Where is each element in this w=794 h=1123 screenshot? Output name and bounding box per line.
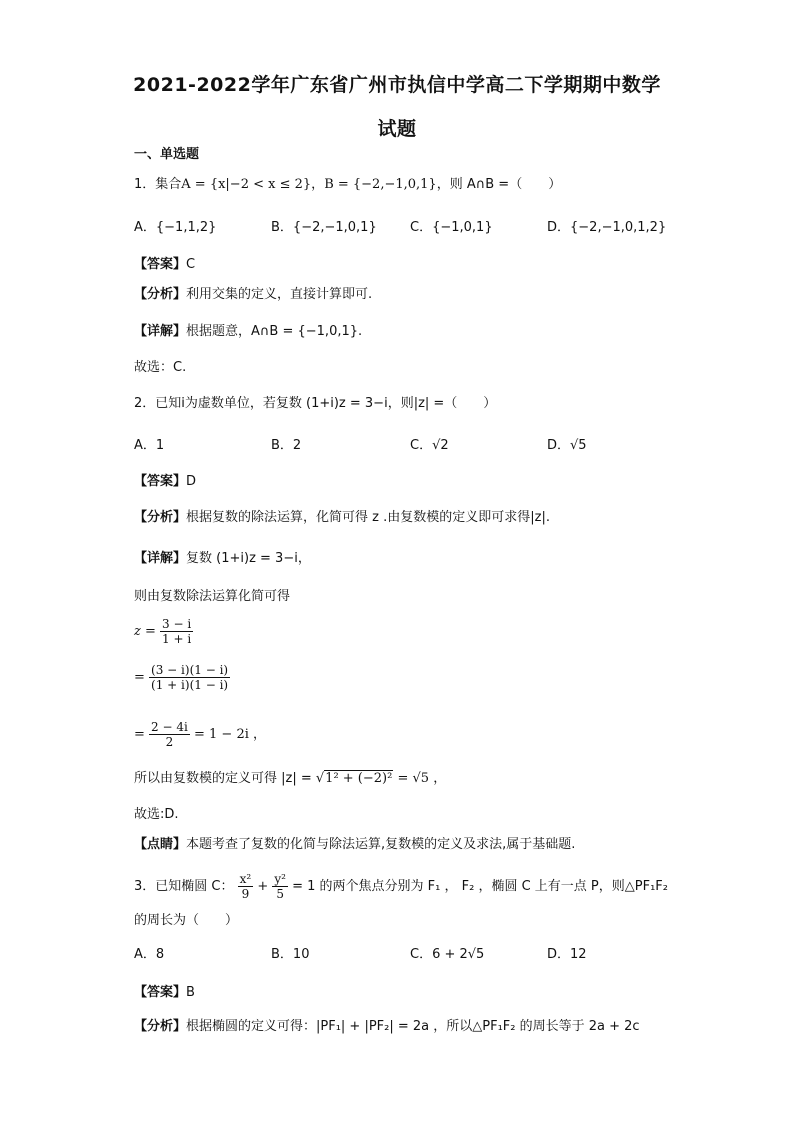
q1-ask: ，则 A∩B =（ ） (436, 177, 562, 192)
q3-option-a: A．8 (134, 947, 165, 962)
q3-answer-value: B (186, 985, 195, 1000)
q1-set-b: B = {−2,−1,0,1} (324, 177, 437, 192)
q2-step3 (134, 720, 266, 749)
q3-stem (134, 872, 668, 901)
q1-detail-text: 根据题意，A∩B = {−1,0,1}. (186, 324, 363, 339)
q3-option-b: B．10 (271, 947, 310, 962)
q2-modulus (134, 770, 446, 788)
q1-analysis (134, 286, 372, 304)
q1-option-a: A．{−1,1,2} (134, 220, 217, 235)
fraction-denominator: (1 + i)(1 − i) (151, 678, 229, 692)
q2-step3-fraction (149, 720, 190, 749)
fraction-numerator: y² (274, 872, 286, 886)
comment-tag: 【点睛】 (134, 837, 187, 852)
fraction-numerator: 3 − i (162, 617, 192, 631)
q2-modulus-text: 所以由复数模的定义可得 |z| = (134, 771, 316, 786)
fraction-denominator: 1 + i (162, 632, 192, 646)
q2-choose: 故选:D. (134, 807, 179, 822)
q2-detail (134, 550, 311, 568)
q3-option-d: D．12 (547, 947, 587, 962)
q2-stem: 2．已知i为虚数单位，若复数 (1+i)z = 3−i，则|z| =（ ） (134, 396, 497, 411)
q2-answer (134, 473, 196, 491)
q3-stem-pre: 3．已知椭圆 C： (134, 879, 234, 894)
document-title-line1: 2021-2022学年广东省广州市执信中学高二下学期期中数学 (133, 74, 661, 96)
analysis-tag: 【分析】 (134, 510, 187, 525)
q2-step1 (134, 617, 193, 646)
q3-plus: + (257, 879, 269, 894)
fraction-numerator: x² (239, 872, 252, 886)
q3-stem-line2: 的周长为（ ） (134, 913, 239, 928)
radicand: 1² + (−2)² (325, 771, 393, 786)
q2-comment (134, 836, 575, 854)
analysis-tag: 【分析】 (134, 1019, 187, 1034)
answer-tag: 【答案】 (134, 985, 187, 1000)
q2-step2-fraction (149, 663, 230, 692)
detail-tag: 【详解】 (134, 551, 187, 566)
q3-analysis-text: 根据椭圆的定义可得：|PF₁| + |PF₂| = 2a ，所以△PF₁F₂ 的周长等于 2a + 2c (186, 1019, 640, 1034)
section-heading: 一、单选题 (134, 147, 200, 162)
q1-stem-pre: 1．集合 (134, 177, 182, 192)
q2-answer-value: D (186, 474, 197, 489)
q1-stem (134, 176, 561, 194)
fraction-numerator: 2 − 4i (151, 720, 188, 734)
q2-step3-lhs: = (134, 727, 145, 742)
fraction-denominator: 9 (241, 887, 250, 901)
q3-answer (134, 984, 195, 1002)
q3-analysis (134, 1018, 640, 1036)
q3-frac-y (272, 872, 288, 901)
q2-step1-fraction (160, 617, 193, 646)
q2-detail-text: 复数 (1+i)z = 3−i， (186, 551, 311, 566)
q1-option-c: C．{−1,0,1} (410, 220, 493, 235)
q2-step2 (134, 663, 230, 692)
q2-step-text: 则由复数除法运算化简可得 (134, 589, 291, 604)
q2-option-a: A．1 (134, 438, 165, 453)
document-title-line2: 试题 (377, 118, 417, 140)
fraction-denominator: 5 (276, 887, 284, 901)
q2-comment-text: 本题考查了复数的化简与除法运算,复数模的定义及求法,属于基础题. (186, 837, 576, 852)
q3-option-c: C．6 + 2√5 (410, 947, 485, 962)
q1-analysis-text: 利用交集的定义，直接计算即可. (186, 287, 373, 302)
fraction-denominator: 2 (165, 735, 174, 749)
answer-tag: 【答案】 (134, 474, 187, 489)
detail-tag: 【详解】 (134, 324, 187, 339)
q2-step2-lhs: = (134, 670, 145, 685)
q2-analysis-text: 根据复数的除法运算，化简可得 z .由复数模的定义即可求得|z|. (186, 510, 550, 525)
q2-modulus-rhs: = √5 ， (393, 771, 447, 786)
q1-option-d: D．{−2,−1,0,1,2} (547, 220, 667, 235)
q1-option-b: B．{−2,−1,0,1} (271, 220, 377, 235)
q3-stem-post: = 1 的两个焦点分别为 F₁ ， F₂ ，椭圆 C 上有一点 P，则△PF₁F₂ (292, 879, 668, 894)
q3-frac-x (238, 872, 254, 901)
q1-sep: ， (311, 177, 325, 192)
fraction-numerator: (3 − i)(1 − i) (151, 663, 229, 677)
analysis-tag: 【分析】 (134, 287, 187, 302)
q2-modulus-sqrt: √1² + (−2)² (315, 771, 393, 786)
q2-option-c: C．√2 (410, 438, 449, 453)
q1-choose: 故选：C. (134, 360, 187, 375)
q1-answer-value: C (186, 257, 196, 272)
q2-analysis (134, 509, 550, 527)
q1-set-a: A = {x|−2 < x ≤ 2} (181, 177, 312, 192)
q2-option-d: D．√5 (547, 438, 587, 453)
q2-step3-rhs: = 1 − 2i ， (193, 727, 266, 742)
q2-step1-lhs: z = (134, 624, 156, 639)
q2-option-b: B．2 (271, 438, 302, 453)
q1-answer (134, 256, 195, 274)
q1-detail (134, 323, 362, 341)
answer-tag: 【答案】 (134, 257, 187, 272)
